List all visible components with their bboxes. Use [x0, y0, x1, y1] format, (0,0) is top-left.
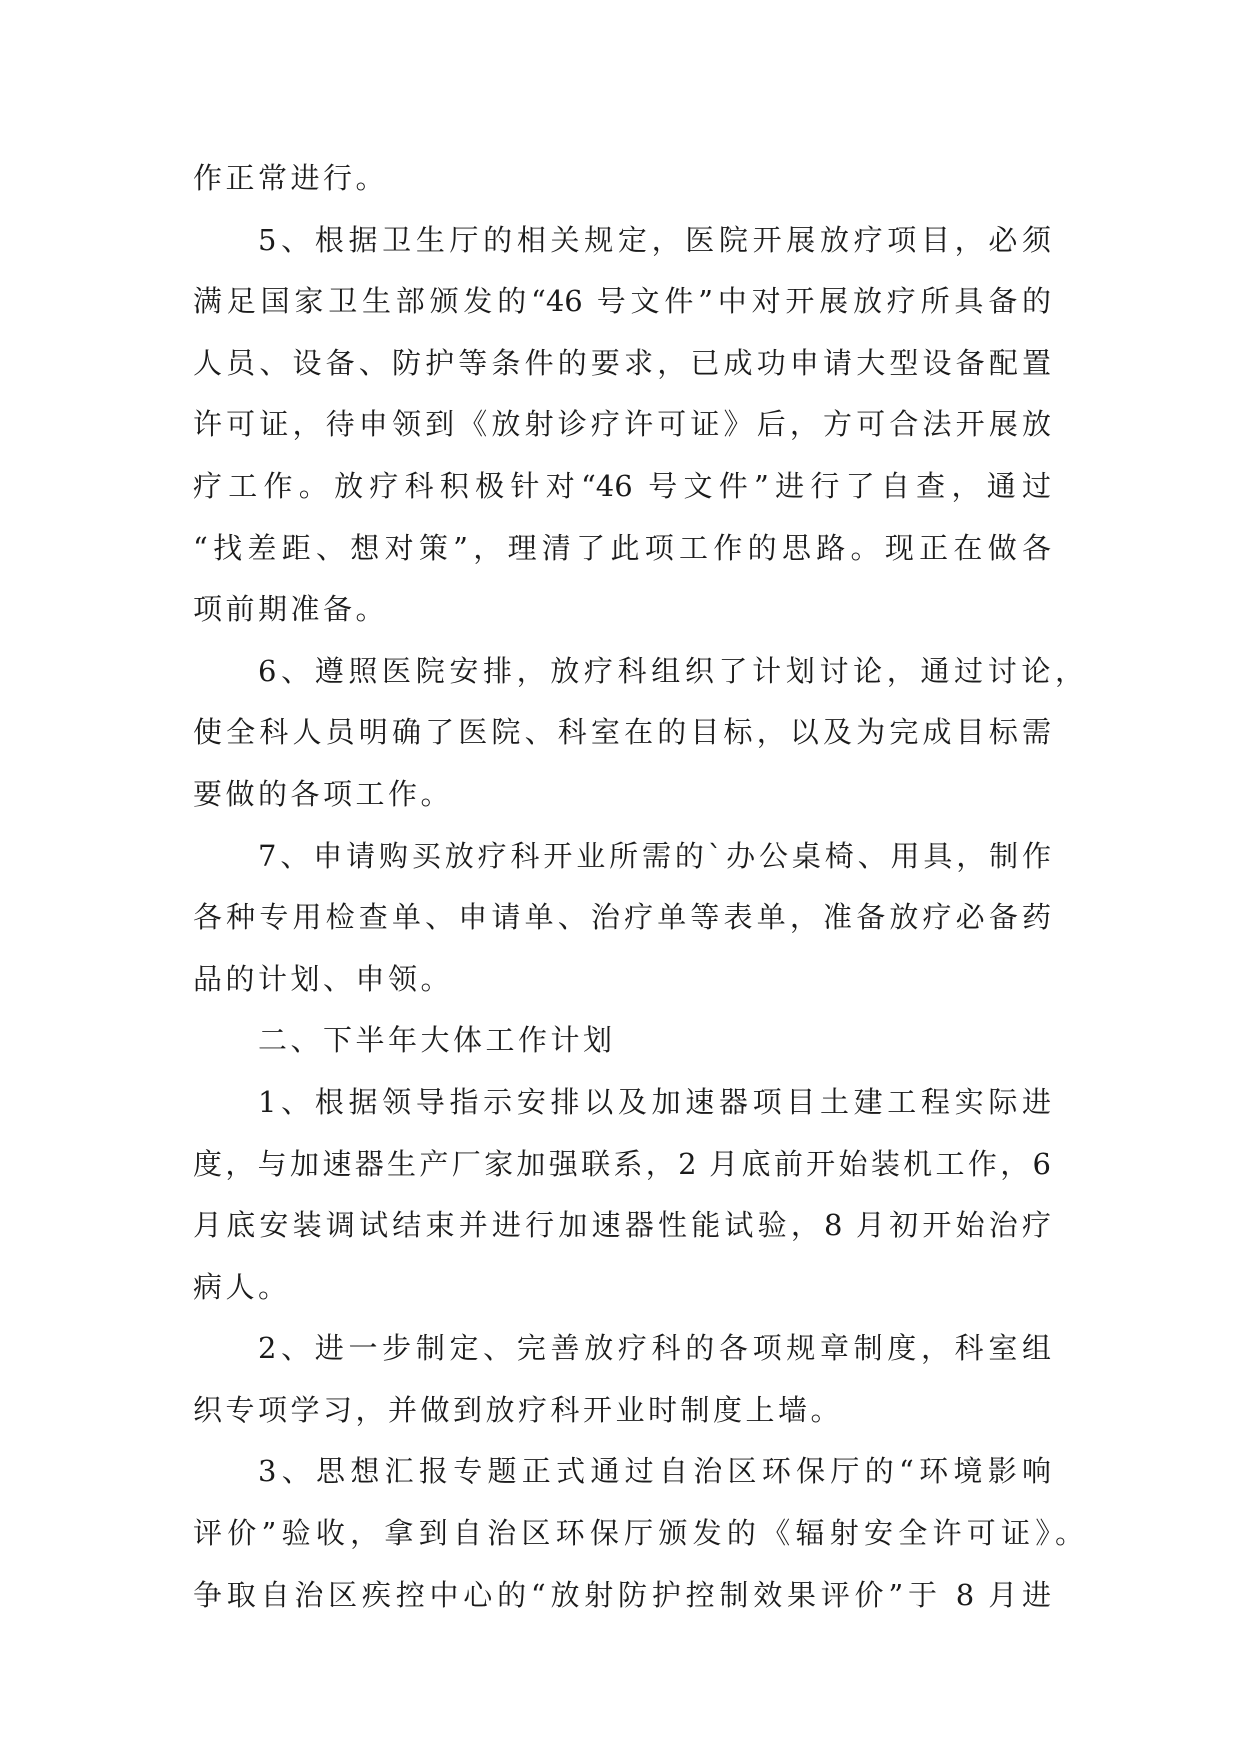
paragraph-line: 3、思想汇报专题正式通过自治区环保厅的“环境影响: [258, 1454, 1051, 1489]
paragraph-line: 许可证，待申领到《放射诊疗许可证》后，方可合法开展放: [193, 407, 1051, 442]
section-heading: [193, 1010, 1051, 1072]
paragraph-line: 7、申请购买放疗科开业所需的`办公桌椅、用具，制作: [258, 838, 1051, 873]
paragraph-line: 1、根据领导指示安排以及加速器项目土建工程实际进: [258, 1084, 1051, 1119]
paragraph-line: 评价”验收，拿到自治区环保厅颁发的《辐射安全许可证》。: [193, 1516, 1084, 1551]
paragraph-item-5: [193, 210, 1051, 641]
paragraph-line: 使全科人员明确了医院、科室在的目标，以及为完成目标需: [193, 715, 1051, 750]
paragraph-item-6: [193, 641, 1084, 826]
paragraph-line: 5、根据卫生厅的相关规定，医院开展放疗项目，必须: [258, 222, 1051, 257]
document-body: [193, 148, 1084, 1626]
paragraph-line: 各种专用检查单、申请单、治疗单等表单，准备放疗必备药: [193, 900, 1051, 935]
paragraph-line: 满足国家卫生部颁发的“46 号文件”中对开展放疗所具备的: [193, 284, 1051, 319]
plan-item-3: [193, 1441, 1084, 1626]
paragraph-line: 疗工作。放疗科积极针对“46 号文件”进行了自查，通过: [193, 468, 1051, 503]
paragraph-line: 争取自治区疾控中心的“放射防护控制效果评价”于 8 月进: [193, 1577, 1051, 1612]
paragraph-item-7: [193, 826, 1051, 1011]
paragraph-line: 度，与加速器生产厂家加强联系，2 月底前开始装机工作，6: [193, 1146, 1051, 1181]
paragraph-line: 要做的各项工作。: [193, 776, 454, 811]
paragraph-line: 织专项学习，并做到放疗科开业时制度上墙。: [193, 1392, 844, 1427]
paragraph-line: 项前期准备。: [193, 592, 389, 627]
paragraph-line: 病人。: [193, 1269, 291, 1304]
plan-item-2: [193, 1318, 1051, 1441]
paragraph-line: 月底安装调试结束并进行加速器性能试验，8 月初开始治疗: [193, 1208, 1051, 1243]
paragraph-line: 6、遵照医院安排，放疗科组织了计划讨论，通过讨论，: [258, 653, 1084, 688]
plan-item-1: [193, 1072, 1051, 1318]
paragraph-line: 作正常进行。: [193, 161, 389, 195]
paragraph-line: 2、进一步制定、完善放疗科的各项规章制度，科室组: [258, 1331, 1051, 1366]
paragraph-line: “找差距、想对策”，理清了此项工作的思路。现正在做各: [193, 530, 1051, 565]
section-heading-text: 二、下半年大体工作计划: [258, 1023, 616, 1058]
continued-paragraph: [193, 148, 1051, 210]
paragraph-line: 人员、设备、防护等条件的要求，已成功申请大型设备配置: [193, 345, 1051, 380]
paragraph-line: 品的计划、申领。: [193, 961, 454, 996]
